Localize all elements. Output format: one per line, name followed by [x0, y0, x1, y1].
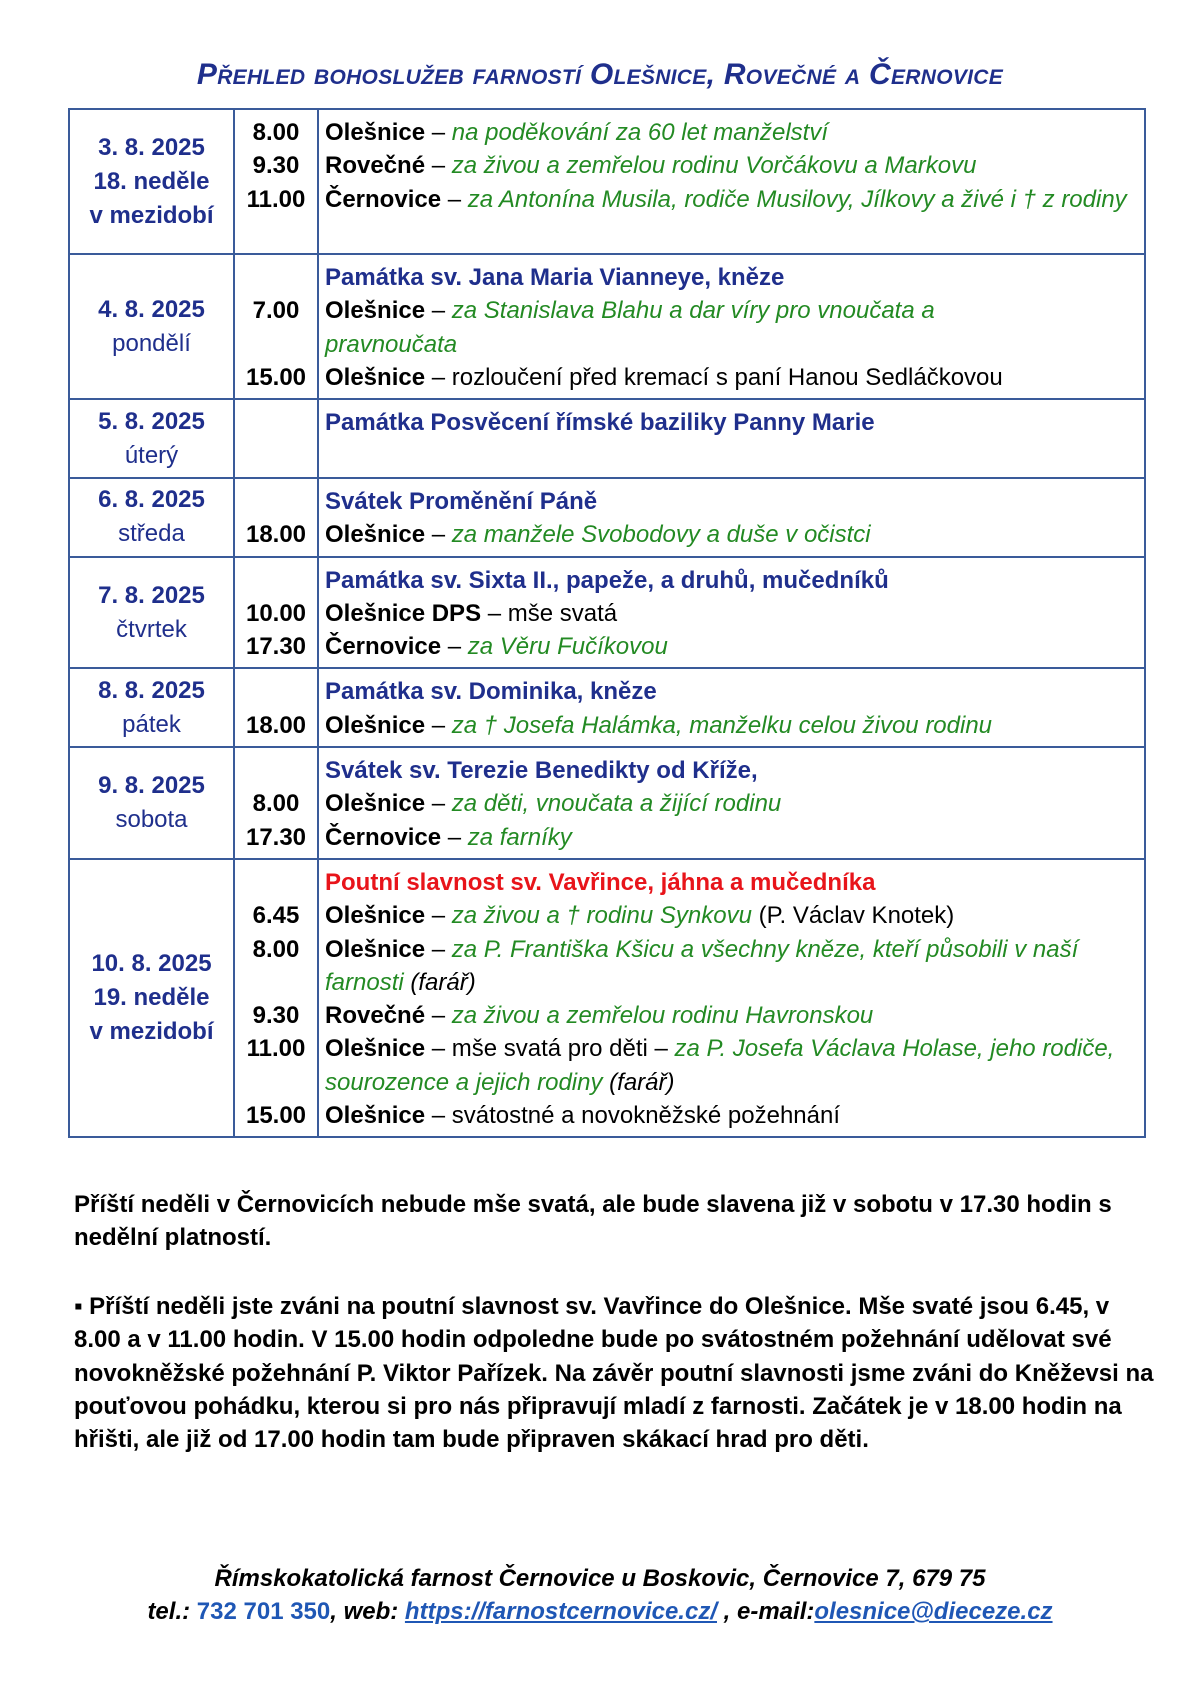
- service-text: mše svatá: [507, 599, 618, 627]
- parish-address: Římskokatolická farnost Černovice u Boskovic, Černovice 7, 679 75: [214, 1565, 986, 1592]
- time: 7.00: [252, 297, 300, 325]
- place: Olešnice DPS: [325, 599, 482, 627]
- time-cell: [234, 399, 318, 478]
- separator: –: [441, 185, 468, 213]
- intention: za manžele Svobodovy a duše v očistci: [451, 521, 871, 549]
- service-cell: [318, 668, 1145, 747]
- day-label: pondělí: [112, 329, 191, 357]
- time-cell: [234, 254, 318, 399]
- date: 7. 8. 2025: [98, 581, 205, 609]
- time: 8.00: [252, 790, 300, 818]
- announcement: ▪ Příští neděli jste zváni na poutní slavnost sv. Vavřince do Olešnice. Mše svaté jsou 6.45, v 8.00 a v 11.00 hodin. V 15.00 hodin odpoledne bude po svátostném požehnání udělovat své novokněžské požehnání P. Viktor Pařízek. Na závěr poutní slavnosti jsme zváni do Kněževsi na pouťovou pohádku, kterou si pro nás připravují mladí z farnosti. Začátek je v 18.00 hodin na hřišti, ale již od 17.00 hodin tam bude připraven skákací hrad pro děti.: [74, 1293, 1154, 1454]
- separator: –: [441, 633, 468, 661]
- day-label: 19. neděle: [93, 984, 210, 1012]
- time: 17.30: [245, 823, 307, 851]
- time-cell: [234, 859, 318, 1137]
- place: Olešnice: [325, 711, 426, 739]
- announcement: Příští neděli v Černovicích nebude mše svatá, ale bude slavena již v sobotu v 17.30 hodin s nedělní platností.: [74, 1191, 1112, 1252]
- time-cell: [234, 668, 318, 747]
- place: Olešnice: [325, 1102, 426, 1130]
- page-title: Přehled bohoslužeb farností Olešnice, Rovečné a Černovice: [196, 58, 1004, 91]
- feast-title: Památka Posvěcení římské baziliky Panny Marie: [325, 409, 875, 437]
- website-link[interactable]: https://farnostcernovice.cz/: [404, 1598, 717, 1625]
- service-entry: [325, 709, 1140, 742]
- date-cell: [69, 747, 234, 859]
- separator: –: [425, 521, 452, 549]
- officiant-note: (P. Václav Knotek): [758, 902, 955, 930]
- day-label: středa: [118, 520, 185, 548]
- date-cell: [69, 399, 234, 478]
- service-text: mše svatá pro děti –: [451, 1035, 675, 1063]
- date: 8. 8. 2025: [98, 676, 205, 704]
- time-cell: [234, 478, 318, 557]
- service-entry: [325, 933, 1140, 1000]
- separator: –: [425, 119, 452, 146]
- time: 11.00: [246, 1035, 306, 1063]
- date: 10. 8. 2025: [91, 950, 212, 978]
- service-cell: [318, 557, 1145, 669]
- table-row: [69, 109, 1145, 254]
- service-entry: [325, 597, 1140, 630]
- separator: –: [425, 1035, 452, 1063]
- date: 9. 8. 2025: [98, 771, 205, 799]
- intention: za farníky: [467, 823, 572, 851]
- separator: –: [441, 823, 468, 851]
- intention: za Stanislava Blahu a dar víry pro vnoučata a pravnoučata: [325, 297, 935, 358]
- day-label: čtvrtek: [116, 615, 187, 643]
- mail-label: , e-mail:: [717, 1598, 815, 1625]
- date: 4. 8. 2025: [98, 295, 205, 323]
- intention: za živou a † rodinu Synkovu: [451, 902, 752, 930]
- intention: za P. Františka Kšicu a všechny kněze, kteří působili v naší farnosti: [325, 935, 1079, 996]
- web-label: , web:: [330, 1598, 405, 1625]
- date-cell: [69, 478, 234, 557]
- separator: –: [425, 297, 452, 325]
- email-link[interactable]: olesnice@dieceze.cz: [814, 1598, 1053, 1625]
- service-entry: [325, 1032, 1140, 1099]
- table-row: [69, 747, 1145, 859]
- service-entry: [325, 518, 1140, 551]
- service-cell: [318, 859, 1145, 1137]
- intention: za děti, vnoučata a žijící rodinu: [451, 790, 782, 818]
- service-cell: [318, 109, 1145, 254]
- service-text: rozloučení před kremací s paní Hanou Sedláčkovou: [451, 364, 1003, 392]
- schedule-table: [68, 108, 1146, 1138]
- time: 11.00: [246, 185, 306, 213]
- time: 8.00: [252, 119, 300, 146]
- intention: za živou a zemřelou rodinu Vorčákovu a Markovu: [451, 152, 977, 180]
- feast-title: Svátek sv. Terezie Benedikty od Kříže,: [325, 757, 758, 785]
- time: 6.45: [252, 902, 300, 930]
- service-entry: [325, 630, 1140, 663]
- intention: za Antonína Musila, rodiče Musilovy, Jílkovy a živé i † z rodiny: [467, 185, 1127, 213]
- time: 8.00: [252, 935, 300, 963]
- service-cell: [318, 254, 1145, 399]
- place: Olešnice: [325, 902, 426, 930]
- tel-label: tel.:: [147, 1598, 197, 1625]
- feast-title: Svátek Proměnění Páně: [325, 487, 598, 515]
- footer: [0, 1562, 1200, 1628]
- place: Černovice: [325, 823, 442, 851]
- separator: –: [425, 364, 452, 392]
- time-cell: [234, 109, 318, 254]
- separator: –: [425, 1002, 452, 1030]
- service-cell: [318, 478, 1145, 557]
- place: Olešnice: [325, 297, 426, 325]
- table-row: [69, 478, 1145, 557]
- service-entry: [325, 116, 1140, 149]
- separator: –: [425, 935, 452, 963]
- day-label: pátek: [122, 710, 181, 738]
- separator: –: [425, 1102, 452, 1130]
- table-row: [69, 557, 1145, 669]
- table-row: [69, 859, 1145, 1137]
- day-label: sobota: [115, 805, 188, 833]
- separator: –: [425, 152, 452, 180]
- phone-number: 732 701 350: [196, 1598, 331, 1625]
- intention: za živou a zemřelou rodinu Havronskou: [451, 1002, 874, 1030]
- table-row: [69, 399, 1145, 478]
- date-cell: [69, 109, 234, 254]
- separator: –: [425, 711, 452, 739]
- place: Rovečné: [325, 152, 426, 180]
- time: 15.00: [245, 1102, 307, 1130]
- time: 9.30: [252, 152, 300, 180]
- service-entry: [325, 821, 1140, 854]
- time: 18.00: [245, 521, 307, 549]
- day-label: v mezidobí: [89, 201, 214, 229]
- day-label: 18. neděle: [93, 167, 210, 195]
- feast-title: Poutní slavnost sv. Vavřince, jáhna a mučedníka: [325, 868, 876, 896]
- date: 6. 8. 2025: [98, 486, 205, 514]
- place: Olešnice: [325, 1035, 426, 1063]
- time: 18.00: [245, 711, 307, 739]
- service-cell: [318, 399, 1145, 478]
- contact-line: [0, 1595, 1200, 1628]
- feast-title: Památka sv. Jana Maria Vianneye, kněze: [325, 264, 785, 292]
- service-cell: [318, 747, 1145, 859]
- table-row: [69, 254, 1145, 399]
- time: 9.30: [252, 1002, 300, 1030]
- separator: –: [425, 902, 452, 930]
- time-cell: [234, 557, 318, 669]
- service-entry: [325, 294, 1140, 361]
- day-label: úterý: [124, 441, 179, 469]
- service-entry: [325, 1099, 1140, 1132]
- time: 17.30: [245, 633, 307, 661]
- time: 15.00: [245, 364, 307, 392]
- service-text: svátostné a novokněžské požehnání: [451, 1102, 841, 1130]
- date-cell: [69, 859, 234, 1137]
- intention: za Věru Fučíkovou: [467, 633, 668, 661]
- place: Černovice: [325, 633, 442, 661]
- place: Olešnice: [325, 364, 426, 392]
- day-label: v mezidobí: [89, 1018, 214, 1046]
- service-entry: [325, 361, 1140, 394]
- service-entry: [325, 787, 1140, 820]
- date: 3. 8. 2025: [98, 133, 205, 161]
- intention: na poděkování za 60 let manželství: [451, 119, 828, 146]
- service-entry: [325, 899, 1140, 932]
- place: Černovice: [325, 185, 442, 213]
- service-entry: [325, 149, 1140, 182]
- place: Olešnice: [325, 935, 426, 963]
- time-cell: [234, 747, 318, 859]
- place: Rovečné: [325, 1002, 426, 1030]
- feast-title: Památka sv. Sixta II., papeže, a druhů, mučedníků: [325, 566, 889, 594]
- place: Olešnice: [325, 521, 426, 549]
- place: Olešnice: [325, 790, 426, 818]
- service-entry: [325, 183, 1140, 216]
- date: 5. 8. 2025: [98, 407, 205, 435]
- service-entry: [325, 999, 1140, 1032]
- time: 10.00: [245, 599, 307, 627]
- officiant-note: (farář): [410, 968, 476, 996]
- intention: za † Josefa Halámka, manželku celou živou rodinu: [451, 711, 993, 739]
- date-cell: [69, 557, 234, 669]
- separator: –: [481, 599, 508, 627]
- separator: –: [425, 790, 452, 818]
- officiant-note: (farář): [609, 1068, 675, 1096]
- intention: za P. Josefa Václava Holase, jeho rodiče, sourozence a jejich rodiny: [325, 1035, 1115, 1096]
- date-cell: [69, 254, 234, 399]
- feast-title: Památka sv. Dominika, kněze: [325, 678, 657, 706]
- table-row: [69, 668, 1145, 747]
- place: Olešnice: [325, 119, 426, 146]
- date-cell: [69, 668, 234, 747]
